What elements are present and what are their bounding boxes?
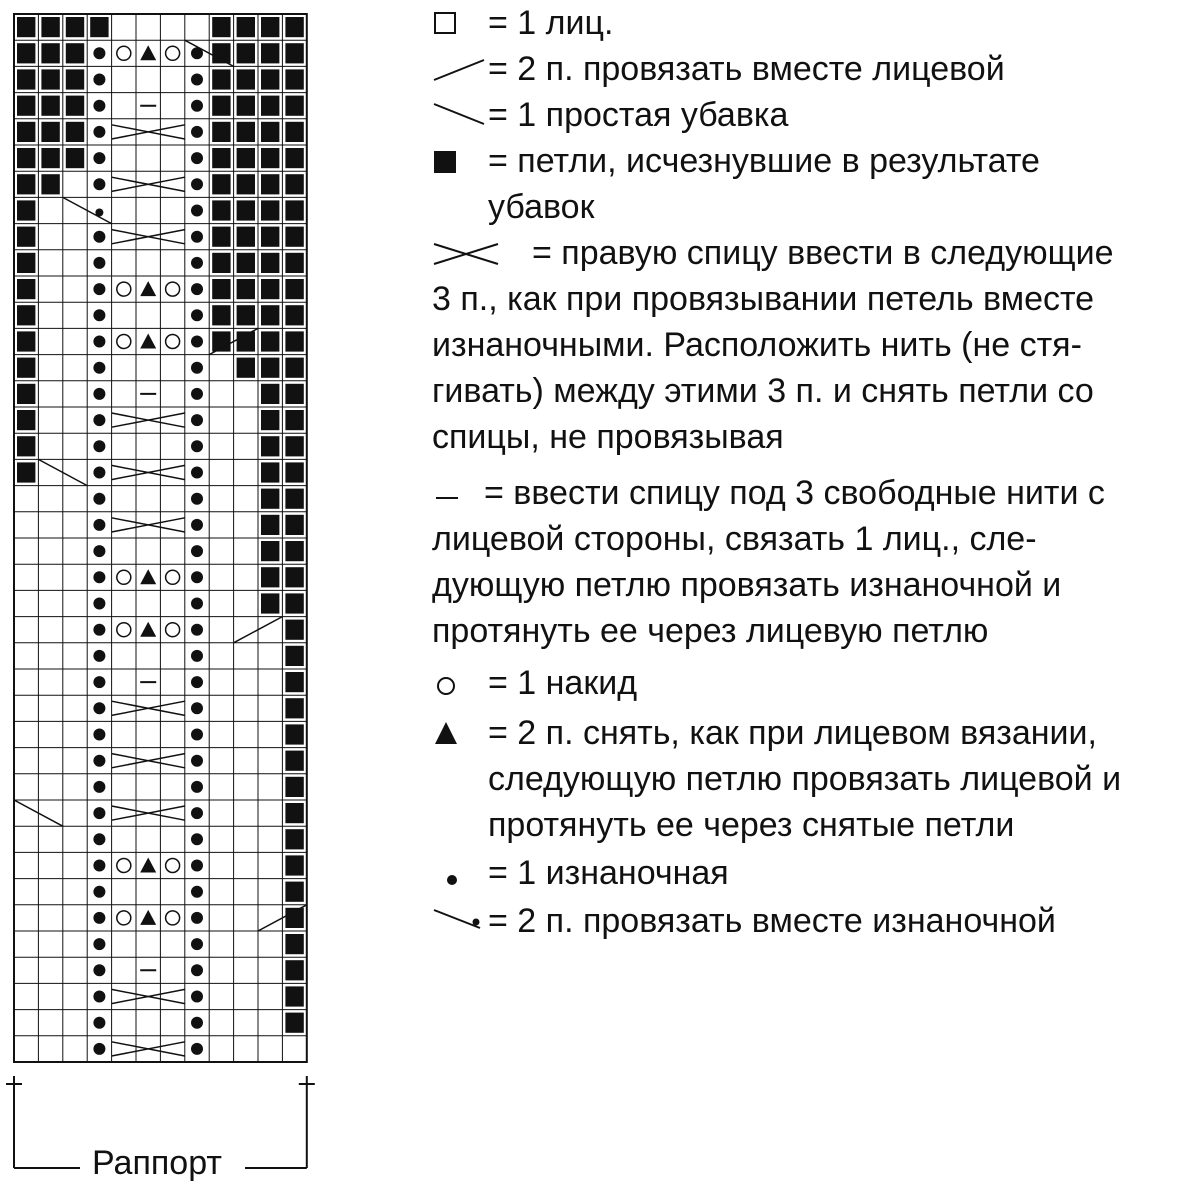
legend-text: = 2 п. провязать вместе изнаночной bbox=[488, 902, 1056, 940]
legend-item-k2tog bbox=[432, 46, 1005, 92]
no-stitch-square bbox=[41, 69, 59, 89]
legend-text: убавок bbox=[488, 188, 595, 226]
purl-dot bbox=[191, 336, 203, 348]
purl-dot bbox=[93, 47, 105, 59]
purl-dot bbox=[93, 807, 105, 819]
purl-dot bbox=[93, 598, 105, 610]
purl-dot bbox=[191, 1017, 203, 1029]
legend-text: = 1 лиц. bbox=[488, 4, 614, 42]
no-stitch-square bbox=[237, 122, 255, 142]
no-stitch-square bbox=[212, 148, 230, 168]
legend-text: протянуть ее через лицевую петлю bbox=[432, 612, 989, 650]
no-stitch-square bbox=[285, 43, 303, 63]
legend-text: лицевой стороны, связать 1 лиц., сле- bbox=[432, 520, 1037, 558]
no-stitch-square bbox=[41, 43, 59, 63]
no-stitch-square bbox=[66, 96, 84, 116]
no-stitch-square bbox=[90, 17, 108, 37]
dash-icon bbox=[432, 470, 472, 516]
no-stitch-square bbox=[261, 253, 279, 273]
no-stitch-square bbox=[285, 855, 303, 875]
legend-text: = 2 п. провязать вместе лицевой bbox=[488, 50, 1005, 88]
purl-dot bbox=[191, 205, 203, 217]
legend-text: гивать) между этими 3 п. и снять петли со bbox=[432, 372, 1094, 410]
purl-dot bbox=[191, 283, 203, 295]
no-stitch-square bbox=[237, 43, 255, 63]
no-stitch-square bbox=[285, 777, 303, 797]
no-stitch-square bbox=[285, 384, 303, 404]
purl-dot bbox=[93, 860, 105, 872]
no-stitch-square bbox=[261, 96, 279, 116]
no-stitch-square bbox=[212, 122, 230, 142]
purl-dot bbox=[93, 886, 105, 898]
legend-item-ssk bbox=[432, 92, 788, 138]
purl-dot bbox=[191, 100, 203, 112]
purl-dot bbox=[93, 440, 105, 452]
legend-item-p2tog bbox=[432, 898, 1056, 944]
legend-item-cross bbox=[432, 230, 1114, 460]
purl-dot bbox=[93, 414, 105, 426]
no-stitch-square bbox=[212, 69, 230, 89]
no-stitch-square bbox=[285, 227, 303, 247]
purl-dot bbox=[220, 53, 227, 60]
purl-dot bbox=[191, 519, 203, 531]
knitting-chart bbox=[0, 0, 420, 1200]
purl-dot bbox=[93, 912, 105, 924]
legend-item-triangle bbox=[432, 710, 1121, 848]
no-stitch-square bbox=[212, 253, 230, 273]
no-stitch-square bbox=[285, 279, 303, 299]
no-stitch-square bbox=[285, 882, 303, 902]
purl-dot bbox=[191, 178, 203, 190]
legend-text: дующую петлю провязать изнаночной и bbox=[432, 566, 1062, 604]
no-stitch-square bbox=[285, 305, 303, 325]
legend-text: следующую петлю провязать лицевой и bbox=[488, 760, 1122, 798]
no-stitch-square bbox=[285, 410, 303, 430]
purl-dot bbox=[191, 886, 203, 898]
purl-dot bbox=[93, 152, 105, 164]
legend-text: = 1 накид bbox=[488, 664, 638, 702]
legend-text: изнаночными. Расположить нить (не стя- bbox=[432, 326, 1082, 364]
purl-dot bbox=[93, 493, 105, 505]
purl-dot bbox=[191, 676, 203, 688]
no-stitch-square bbox=[261, 200, 279, 220]
purl-dot bbox=[93, 1017, 105, 1029]
no-stitch-square bbox=[237, 305, 255, 325]
purl-dot bbox=[191, 912, 203, 924]
legend-item-yarn-over bbox=[432, 660, 637, 706]
purl-dot bbox=[93, 231, 105, 243]
no-stitch-square bbox=[285, 174, 303, 194]
no-stitch-square bbox=[66, 122, 84, 142]
no-stitch-square bbox=[261, 69, 279, 89]
k2tog-right-slant-icon bbox=[432, 46, 488, 92]
purl-dot bbox=[191, 964, 203, 976]
no-stitch-square bbox=[285, 148, 303, 168]
purl-dot bbox=[191, 257, 203, 269]
purl-dot bbox=[191, 388, 203, 400]
no-stitch-square bbox=[285, 593, 303, 613]
no-stitch-square bbox=[285, 934, 303, 954]
no-stitch-square bbox=[261, 279, 279, 299]
purl-dot bbox=[93, 309, 105, 321]
no-stitch-square bbox=[285, 960, 303, 980]
purl-dot bbox=[93, 755, 105, 767]
no-stitch-square bbox=[17, 253, 35, 273]
no-stitch-square bbox=[17, 122, 35, 142]
yarn-over-icon bbox=[432, 660, 472, 706]
purl-dot bbox=[93, 571, 105, 583]
no-stitch-square bbox=[66, 69, 84, 89]
no-stitch-square bbox=[41, 148, 59, 168]
no-stitch-square bbox=[17, 331, 35, 351]
purl-dot bbox=[93, 283, 105, 295]
no-stitch-square bbox=[237, 279, 255, 299]
purl-dot bbox=[93, 833, 105, 845]
yarn-over bbox=[117, 859, 131, 873]
no-stitch-square bbox=[237, 17, 255, 37]
purl-dot bbox=[93, 467, 105, 479]
purl-dot bbox=[93, 336, 105, 348]
no-stitch-square bbox=[237, 253, 255, 273]
purl-dot bbox=[191, 938, 203, 950]
no-stitch-square bbox=[66, 148, 84, 168]
no-stitch-square bbox=[285, 17, 303, 37]
no-stitch-square bbox=[261, 305, 279, 325]
purl-dot bbox=[191, 991, 203, 1003]
legend-item-dash bbox=[432, 470, 1105, 654]
purl-dot bbox=[191, 807, 203, 819]
no-stitch-square bbox=[17, 174, 35, 194]
no-stitch-square bbox=[41, 122, 59, 142]
no-stitch-square bbox=[237, 200, 255, 220]
purl-dot bbox=[93, 100, 105, 112]
no-stitch-square bbox=[261, 410, 279, 430]
no-stitch-square bbox=[285, 803, 303, 823]
no-stitch-square bbox=[285, 986, 303, 1006]
chart-grid-svg bbox=[0, 0, 420, 1200]
purl-dot bbox=[191, 781, 203, 793]
no-stitch-square bbox=[285, 1013, 303, 1033]
purl-dot bbox=[93, 964, 105, 976]
purl-dot bbox=[93, 126, 105, 138]
purl-dot bbox=[191, 860, 203, 872]
no-stitch-square bbox=[17, 410, 35, 430]
no-stitch-square bbox=[285, 829, 303, 849]
no-stitch-square bbox=[237, 148, 255, 168]
no-stitch-square bbox=[261, 227, 279, 247]
no-stitch-square bbox=[17, 69, 35, 89]
no-stitch-square bbox=[285, 69, 303, 89]
ssk-left-slant-icon bbox=[432, 92, 488, 138]
no-stitch-square bbox=[261, 17, 279, 37]
no-stitch-square bbox=[261, 331, 279, 351]
no-stitch-square bbox=[212, 305, 230, 325]
legend-item-purl bbox=[432, 850, 729, 896]
no-stitch-square bbox=[261, 358, 279, 378]
yarn-over bbox=[117, 623, 131, 637]
no-stitch-square bbox=[285, 436, 303, 456]
purl-dot bbox=[93, 781, 105, 793]
purl-dot bbox=[191, 598, 203, 610]
purl-dot bbox=[191, 309, 203, 321]
purl-dot bbox=[191, 152, 203, 164]
no-stitch-square bbox=[285, 620, 303, 640]
no-stitch-square bbox=[66, 43, 84, 63]
yarn-over bbox=[117, 282, 131, 296]
purl-dot bbox=[191, 729, 203, 741]
knit-square-icon bbox=[432, 0, 472, 46]
no-stitch-square bbox=[17, 358, 35, 378]
no-stitch-square bbox=[285, 200, 303, 220]
purl-dot bbox=[191, 650, 203, 662]
yarn-over bbox=[166, 859, 180, 873]
yarn-over bbox=[166, 570, 180, 584]
purl-dot bbox=[93, 624, 105, 636]
yarn-over bbox=[166, 623, 180, 637]
no-stitch-square bbox=[261, 593, 279, 613]
no-stitch-square bbox=[237, 358, 255, 378]
p2tog-icon bbox=[432, 898, 488, 944]
no-stitch-square bbox=[41, 17, 59, 37]
no-stitch-square bbox=[237, 96, 255, 116]
no-stitch-square bbox=[17, 384, 35, 404]
purl-dot bbox=[93, 388, 105, 400]
no-stitch-square bbox=[285, 96, 303, 116]
no-stitch-square bbox=[285, 567, 303, 587]
purl-dot bbox=[93, 702, 105, 714]
no-stitch-square bbox=[41, 174, 59, 194]
yarn-over bbox=[117, 335, 131, 349]
purl-dot bbox=[191, 571, 203, 583]
purl-dot-icon bbox=[432, 850, 472, 896]
legend bbox=[432, 0, 1192, 1200]
legend-text: = 1 простая убавка bbox=[488, 96, 789, 134]
no-stitch-square bbox=[261, 489, 279, 509]
no-stitch-square bbox=[261, 174, 279, 194]
no-stitch-square bbox=[17, 305, 35, 325]
legend-text: = петли, исчезнувшие в результате bbox=[488, 142, 1040, 180]
no-stitch-square bbox=[285, 672, 303, 692]
no-stitch-square bbox=[285, 646, 303, 666]
purl-dot bbox=[191, 414, 203, 426]
no-stitch-square bbox=[17, 436, 35, 456]
legend-item-knit bbox=[432, 0, 613, 46]
no-stitch-square bbox=[17, 279, 35, 299]
legend-text: = 1 изнаночная bbox=[488, 854, 729, 892]
purl-dot bbox=[93, 650, 105, 662]
no-stitch-square bbox=[285, 253, 303, 273]
purl-dot bbox=[93, 257, 105, 269]
purl-dot bbox=[93, 178, 105, 190]
no-stitch-square bbox=[212, 279, 230, 299]
purl-dot bbox=[191, 74, 203, 86]
no-stitch-square bbox=[17, 227, 35, 247]
legend-text: = правую спицу ввести в следующие bbox=[532, 234, 1114, 272]
no-stitch-square bbox=[285, 541, 303, 561]
no-stitch-square bbox=[285, 122, 303, 142]
purl-dot bbox=[191, 126, 203, 138]
no-stitch-square bbox=[261, 122, 279, 142]
no-stitch-square-icon bbox=[432, 138, 472, 184]
no-stitch-square bbox=[17, 43, 35, 63]
yarn-over bbox=[117, 911, 131, 925]
purl-dot bbox=[191, 702, 203, 714]
no-stitch-square bbox=[237, 227, 255, 247]
purl-dot bbox=[93, 1043, 105, 1055]
no-stitch-square bbox=[261, 436, 279, 456]
no-stitch-square bbox=[17, 462, 35, 482]
yarn-over bbox=[166, 282, 180, 296]
legend-text: 3 п., как при провязывании петель вместе bbox=[432, 280, 1095, 318]
purl-dot bbox=[191, 440, 203, 452]
legend-text: спицы, не провязывая bbox=[432, 418, 784, 456]
cross-three-icon bbox=[432, 230, 502, 276]
no-stitch-square bbox=[17, 200, 35, 220]
purl-dot bbox=[191, 362, 203, 374]
no-stitch-square bbox=[237, 174, 255, 194]
yarn-over bbox=[166, 46, 180, 60]
no-stitch-square bbox=[212, 96, 230, 116]
no-stitch-square bbox=[285, 489, 303, 509]
legend-text: = ввести спицу под 3 свободные нити с bbox=[484, 474, 1105, 512]
purl-dot bbox=[93, 938, 105, 950]
purl-dot bbox=[191, 467, 203, 479]
no-stitch-square bbox=[285, 331, 303, 351]
no-stitch-square bbox=[285, 751, 303, 771]
no-stitch-square bbox=[17, 96, 35, 116]
no-stitch-square bbox=[41, 96, 59, 116]
no-stitch-square bbox=[237, 69, 255, 89]
yarn-over bbox=[117, 570, 131, 584]
no-stitch-square bbox=[66, 17, 84, 37]
no-stitch-square bbox=[212, 17, 230, 37]
no-stitch-square bbox=[261, 384, 279, 404]
no-stitch-square bbox=[285, 724, 303, 744]
purl-dot bbox=[191, 545, 203, 557]
purl-dot bbox=[93, 519, 105, 531]
no-stitch-square bbox=[261, 567, 279, 587]
purl-dot bbox=[191, 493, 203, 505]
legend-text: протянуть ее через снятые петли bbox=[488, 806, 1015, 844]
no-stitch-square bbox=[261, 541, 279, 561]
no-stitch-square bbox=[212, 227, 230, 247]
purl-dot bbox=[93, 676, 105, 688]
purl-dot bbox=[191, 1043, 203, 1055]
yarn-over bbox=[117, 46, 131, 60]
yarn-over bbox=[166, 911, 180, 925]
legend-text: = 2 п. снять, как при лицевом вязании, bbox=[488, 714, 1097, 752]
no-stitch-square bbox=[285, 698, 303, 718]
no-stitch-square bbox=[261, 148, 279, 168]
purl-dot bbox=[191, 624, 203, 636]
triangle-icon bbox=[432, 710, 472, 756]
no-stitch-square bbox=[285, 462, 303, 482]
no-stitch-square bbox=[285, 358, 303, 378]
legend-item-no-stitch bbox=[432, 138, 1040, 230]
no-stitch-square bbox=[212, 174, 230, 194]
purl-dot bbox=[93, 729, 105, 741]
no-stitch-square bbox=[17, 17, 35, 37]
purl-dot bbox=[191, 231, 203, 243]
no-stitch-square bbox=[17, 148, 35, 168]
no-stitch-square bbox=[285, 515, 303, 535]
no-stitch-square bbox=[261, 43, 279, 63]
purl-dot bbox=[191, 833, 203, 845]
no-stitch-square bbox=[261, 515, 279, 535]
purl-dot bbox=[93, 545, 105, 557]
no-stitch-square bbox=[212, 200, 230, 220]
purl-dot bbox=[93, 74, 105, 86]
no-stitch-square bbox=[261, 462, 279, 482]
yarn-over bbox=[166, 335, 180, 349]
purl-dot bbox=[93, 362, 105, 374]
purl-dot bbox=[191, 755, 203, 767]
rapport-label: Раппорт bbox=[86, 1143, 228, 1183]
purl-dot bbox=[93, 991, 105, 1003]
